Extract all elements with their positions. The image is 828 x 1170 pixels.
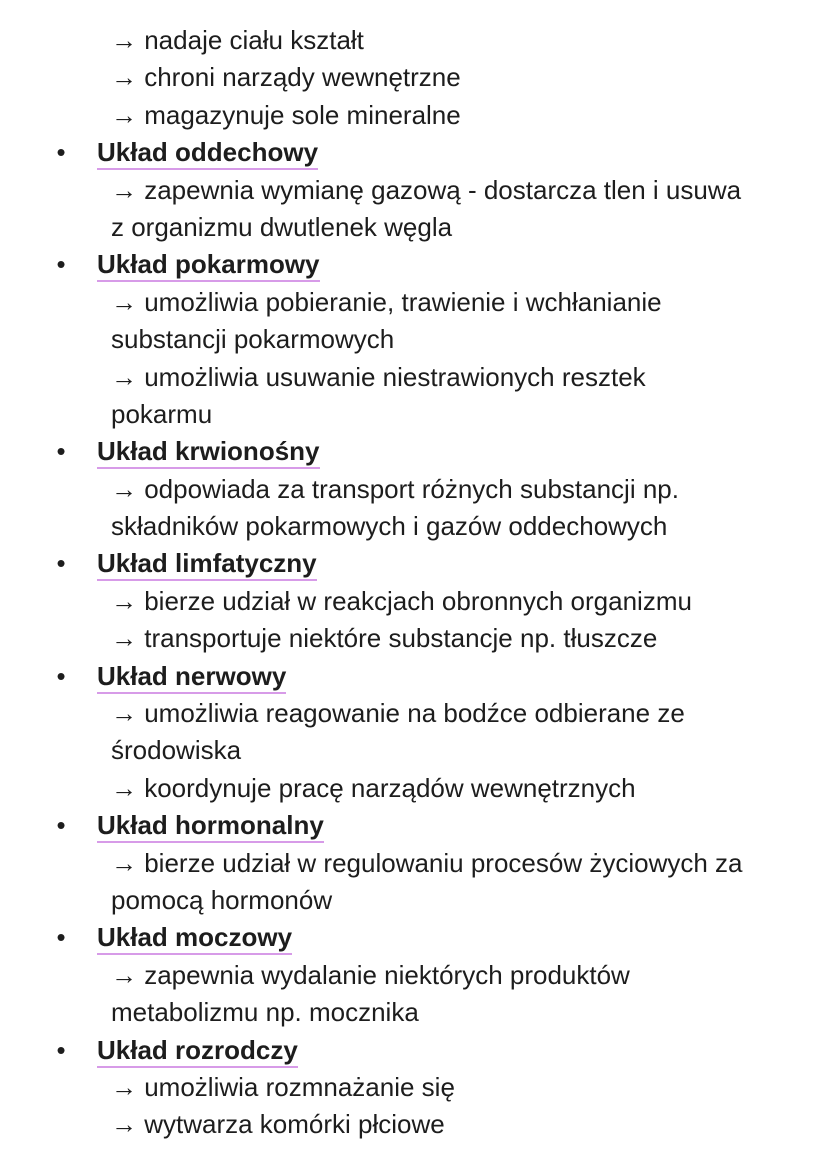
- section-line: składników pokarmowych i gazów oddechowych: [111, 511, 668, 542]
- section-heading: [0, 919, 828, 956]
- section-line: → zapewnia wymianę gazową - dostarcza tlen i usuwa: [111, 174, 742, 205]
- bullet-icon: •: [56, 660, 66, 691]
- section-line: metabolizmu np. mocznika: [111, 997, 419, 1028]
- section-title: Układ hormonalny: [97, 809, 324, 843]
- bullet-icon: •: [56, 810, 66, 841]
- bullet-icon: •: [56, 922, 66, 953]
- bullet-icon: •: [56, 548, 66, 579]
- section-line: środowiska: [111, 735, 242, 766]
- section-heading: [0, 1032, 828, 1069]
- section-title: Układ limfatyczny: [97, 547, 317, 581]
- intro-line: → magazynuje sole mineralne: [111, 99, 461, 130]
- section-title: Układ oddechowy: [97, 136, 318, 170]
- section-line: → umożliwia reagowanie na bodźce odbierane ze: [111, 698, 685, 729]
- section-line: z organizmu dwutlenek węgla: [111, 211, 453, 242]
- section-title: Układ nerwowy: [97, 660, 286, 694]
- section-heading: [0, 658, 828, 695]
- section-line: substancji pokarmowych: [111, 324, 395, 355]
- section-line: → umożliwia pobieranie, trawienie i wchłanianie: [111, 286, 662, 317]
- section-oddechowy: [0, 134, 828, 246]
- section-line: pomocą hormonów: [111, 884, 333, 915]
- section-title: Układ pokarmowy: [97, 248, 320, 282]
- section-title: Układ moczowy: [97, 921, 292, 955]
- section-moczowy: [0, 919, 828, 1031]
- section-line: → koordynuje pracę narządów wewnętrznych: [111, 772, 636, 803]
- section-krwionosny: [0, 433, 828, 545]
- section-line: → odpowiada za transport różnych substancji np.: [111, 473, 679, 504]
- section-heading: [0, 433, 828, 470]
- bullet-icon: •: [56, 1034, 66, 1065]
- bullet-icon: •: [56, 249, 66, 280]
- bullet-icon: •: [56, 436, 66, 467]
- section-nerwowy: [0, 658, 828, 808]
- intro-line: → chroni narządy wewnętrzne: [111, 62, 461, 93]
- bullet-icon: •: [56, 137, 66, 168]
- section-line: → bierze udział w reakcjach obronnych organizmu: [111, 585, 692, 616]
- intro-block: [0, 22, 828, 134]
- section-heading: [0, 807, 828, 844]
- section-line: → bierze udział w regulowaniu procesów życiowych za: [111, 847, 743, 878]
- section-line: → umożliwia rozmnażanie się: [111, 1071, 455, 1102]
- notes-page: [0, 22, 828, 1144]
- section-title: Układ krwionośny: [97, 435, 320, 469]
- section-rozrodczy: [0, 1032, 828, 1144]
- section-pokarmowy: [0, 246, 828, 433]
- section-line: → umożliwia usuwanie niestrawionych resztek: [111, 361, 646, 392]
- section-line: → wytwarza komórki płciowe: [111, 1109, 445, 1140]
- section-heading: [0, 246, 828, 283]
- section-limfatyczny: [0, 545, 828, 657]
- intro-line: → nadaje ciału kształt: [111, 25, 364, 55]
- section-line: pokarmu: [111, 398, 213, 429]
- section-title: Układ rozrodczy: [97, 1034, 298, 1068]
- section-heading: [0, 134, 828, 171]
- section-heading: [0, 545, 828, 582]
- section-hormonalny: [0, 807, 828, 919]
- section-line: → zapewnia wydalanie niektórych produktów: [111, 959, 630, 990]
- section-line: → transportuje niektóre substancje np. tłuszcze: [111, 623, 658, 654]
